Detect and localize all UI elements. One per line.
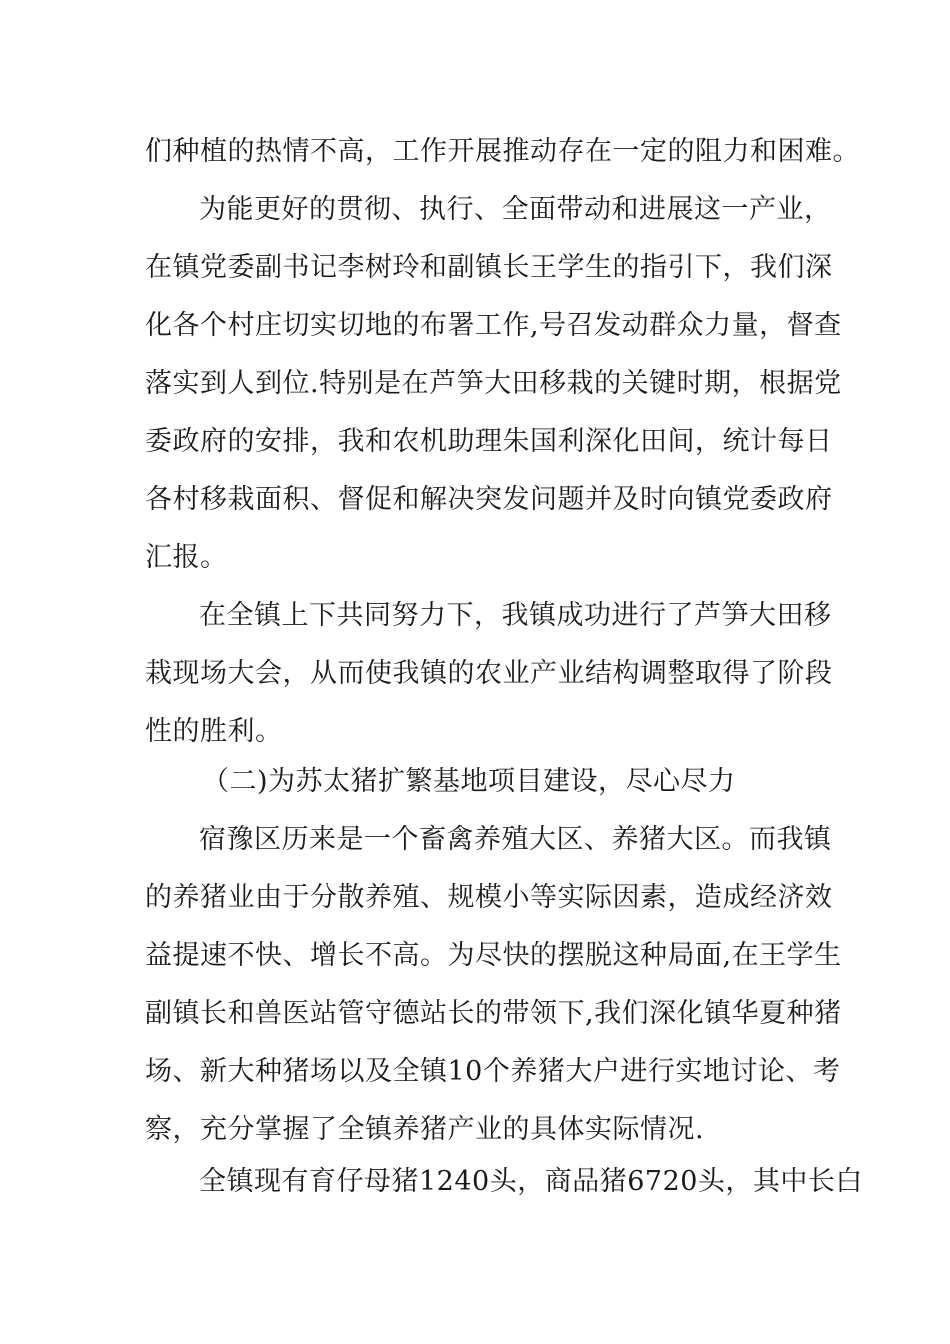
text-line: 场、新大种猪场以及全镇10个养猪大户进行实地讨论、考 xyxy=(145,1056,841,1087)
section-heading: （二)为苏太猪扩繁基地项目建设，尽心尽力 xyxy=(202,766,736,797)
text-line: 各村移栽面积、督促和解决突发问题并及时向镇党委政府 xyxy=(145,484,833,515)
paragraph-start-line: 在全镇上下共同努力下，我镇成功进行了芦笋大田移 xyxy=(199,600,832,631)
text-line: 益提速不快、增长不高。为尽快的摆脱这种局面,在王学生 xyxy=(145,940,842,971)
text-line: 汇报。 xyxy=(145,542,228,573)
text-line: 化各个村庄切实切地的布署工作,号召发动群众力量，督查 xyxy=(145,310,842,341)
text-line: 落实到人到位.特别是在芦笋大田移栽的关键时期，根据党 xyxy=(145,368,842,399)
text-line: 委政府的安排，我和农机助理朱国利深化田间，统计每日 xyxy=(145,426,833,457)
text-line: 性的胜利。 xyxy=(145,716,283,747)
text-line: 副镇长和兽医站管守德站长的带领下,我们深化镇华夏种猪 xyxy=(145,998,842,1029)
text-line: 栽现场大会，从而使我镇的农业产业结构调整取得了阶段 xyxy=(145,658,833,689)
paragraph-start-line: 宿豫区历来是一个畜禽养殖大区、养猪大区。而我镇 xyxy=(199,824,832,855)
text-line: 在镇党委副书记李树玲和副镇长王学生的指引下，我们深 xyxy=(145,252,833,283)
paragraph-start-line: 为能更好的贯彻、执行、全面带动和进展这一产业， xyxy=(199,194,832,225)
text-line: 们种植的热情不高，工作开展推动存在一定的阻力和困难。 xyxy=(145,136,860,167)
text-line: 察，充分掌握了全镇养猪产业的具体实际情况. xyxy=(145,1114,705,1145)
paragraph-start-line: 全镇现有育仔母猪1240头，商品猪6720头，其中长白 xyxy=(199,1166,863,1197)
text-line: 的养猪业由于分散养殖、规模小等实际因素，造成经济效 xyxy=(145,882,833,913)
